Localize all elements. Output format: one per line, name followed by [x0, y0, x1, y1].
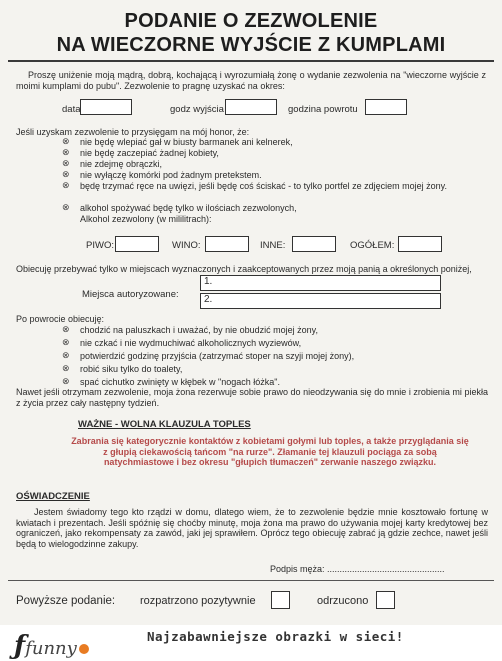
logo-f-icon: ƒ — [14, 631, 26, 661]
bullet-icon: ⊗ — [62, 363, 70, 373]
negative-checkbox[interactable] — [376, 591, 395, 609]
title-line-1: PODANIE O ZEZWOLENIE — [124, 10, 378, 32]
logo-dot-icon — [79, 644, 89, 654]
bullet-icon: ⊗ — [62, 169, 70, 179]
bullet-icon: ⊗ — [62, 158, 70, 168]
alcohol-note: Alkohol zezwolony (w mililitrach): — [80, 214, 212, 224]
field-label-return: godzina powrotu — [288, 104, 358, 115]
decision-label: Powyższe podanie: — [16, 595, 116, 607]
oath-item: nie zdejmę obrączki, — [80, 159, 163, 169]
field-label-wine: WINO: — [172, 240, 201, 251]
return-item: potwierdzić godzinę przyjścia (zatrzymać stoper na szyji mojej żony), — [80, 351, 355, 361]
bullet-icon: ⊗ — [62, 202, 70, 212]
tagline: Najzabawniejsze obrazki w sieci! — [147, 629, 404, 644]
declaration-text: Jestem świadomy tego kto rządzi w domu, dlatego wiem, że to zezwolenie będzie mnie kosztowało fortunę w kwiatach i prezentach. Jeśli spóźnię się choćby minutę, moja żona ma prawo do używania mojej karty kredytowej bez ograniczeń, jako rekompensaty za zawód, jaki jej sprawiłem. Oprócz tego obiecuję zabrać ją gdzie zechce, nawet jeśli będą to wielogodzinne zakupy. — [16, 507, 488, 549]
wine-amount-field[interactable] — [205, 236, 249, 252]
signature-line: Podpis męża: ............................................... — [270, 564, 445, 574]
bullet-icon: ⊗ — [62, 324, 70, 334]
field-label-other: INNE: — [260, 240, 286, 251]
bullet-icon: ⊗ — [62, 337, 70, 347]
clause-title: WAŻNE - WOLNA KLAUZULA TOPLES — [78, 419, 251, 430]
bullet-icon: ⊗ — [62, 147, 70, 157]
field-label-total: OGÓŁEM: — [350, 240, 395, 251]
decision-positive-label: rozpatrzono pozytywnie — [140, 595, 256, 607]
intro-text: Proszę uniżenie moją mądrą, dobrą, kochającą i wyrozumiałą żonę o wydanie zezwolenia na "wieczorne wyjście z moimi kumplami do pubu". Zezwolenie to pragnę uzyskać na okres: — [16, 70, 486, 91]
title-divider — [8, 60, 494, 62]
positive-checkbox[interactable] — [271, 591, 290, 609]
oath-intro: Jeśli uzyskam zezwolenie to przysięgam na mój honor, że: — [16, 127, 250, 137]
return-item: chodzić na paluszkach i uważać, by nie obudzić mojej żony, — [80, 325, 318, 335]
oath-item: nie będę wlepiać gał w biusty barmanek ani kelnerek, — [80, 137, 293, 147]
title-line-2: NA WIECZORNE WYJŚCIE Z KUMPLAMI — [56, 34, 446, 56]
departure-time-field[interactable] — [225, 99, 277, 115]
return-item: spać cichutko zwinięty w kłębek w "nogach łóżka". — [80, 377, 280, 387]
return-intro: Po powrocie obiecuję: — [16, 314, 105, 324]
oath-item: nie będę zaczepiać żadnej kobiety, — [80, 148, 219, 158]
return-time-field[interactable] — [365, 99, 407, 115]
clause-text: Zabrania się kategorycznie kontaktów z kobietami gołymi lub toples, a także przyglądania się z głupią ciekawością tańcom "na rurze". Złamanie tej klauzuli pociąga za sobą natychmiastowe i bez okresu "głupich tłumaczeń" zerwanie naszego związku. — [71, 436, 469, 467]
total-amount-field[interactable] — [398, 236, 442, 252]
bullet-icon: ⊗ — [62, 376, 70, 386]
reservation-text: Nawet jeśli otrzymam zezwolenie, moja żona rezerwuje sobie prawo do nieodzywania się do mnie i zrobienia mi piekła z życia przez cały następny tydzień. — [16, 387, 488, 408]
decision-negative-label: odrzucono — [317, 595, 369, 607]
places-label: Miejsca autoryzowane: — [82, 289, 179, 300]
return-item: robić siku tylko do toalety, — [80, 364, 183, 374]
authorized-place-1-field[interactable] — [200, 275, 441, 291]
logo-text: funny — [25, 638, 77, 659]
oath-item: będę trzymać ręce na uwięzi, jeśli będę coś ściskać - to tylko portfel ze zdjęciem mojej żony. — [80, 181, 447, 191]
authorized-place-2-field[interactable] — [200, 293, 441, 309]
date-field[interactable] — [80, 99, 132, 115]
field-label-departure: godz wyjścia — [170, 104, 224, 115]
place-number: 2. — [204, 294, 213, 305]
other-amount-field[interactable] — [292, 236, 336, 252]
funny-logo[interactable] — [14, 631, 132, 661]
bullet-icon: ⊗ — [62, 136, 70, 146]
oath-item: alkohol spożywać będę tylko w ilościach zezwolonych, — [80, 203, 297, 213]
bullet-icon: ⊗ — [62, 180, 70, 190]
field-label-date: data — [62, 104, 81, 115]
places-text: Obiecuję przebywać tylko w miejscach wyznaczonych i zaakceptowanych przez moją panią a określonych poniżej, — [16, 264, 472, 274]
oath-item: nie wyłączę komórki pod żadnym pretekstem. — [80, 170, 262, 180]
beer-amount-field[interactable] — [115, 236, 159, 252]
return-item: nie czkać i nie wydmuchiwać alkoholicznych wyziewów, — [80, 338, 302, 348]
field-label-beer: PIWO: — [86, 240, 114, 251]
section-divider — [8, 580, 494, 581]
bullet-icon: ⊗ — [62, 350, 70, 360]
declaration-title: OŚWIADCZENIE — [16, 491, 90, 502]
place-number: 1. — [204, 276, 213, 287]
